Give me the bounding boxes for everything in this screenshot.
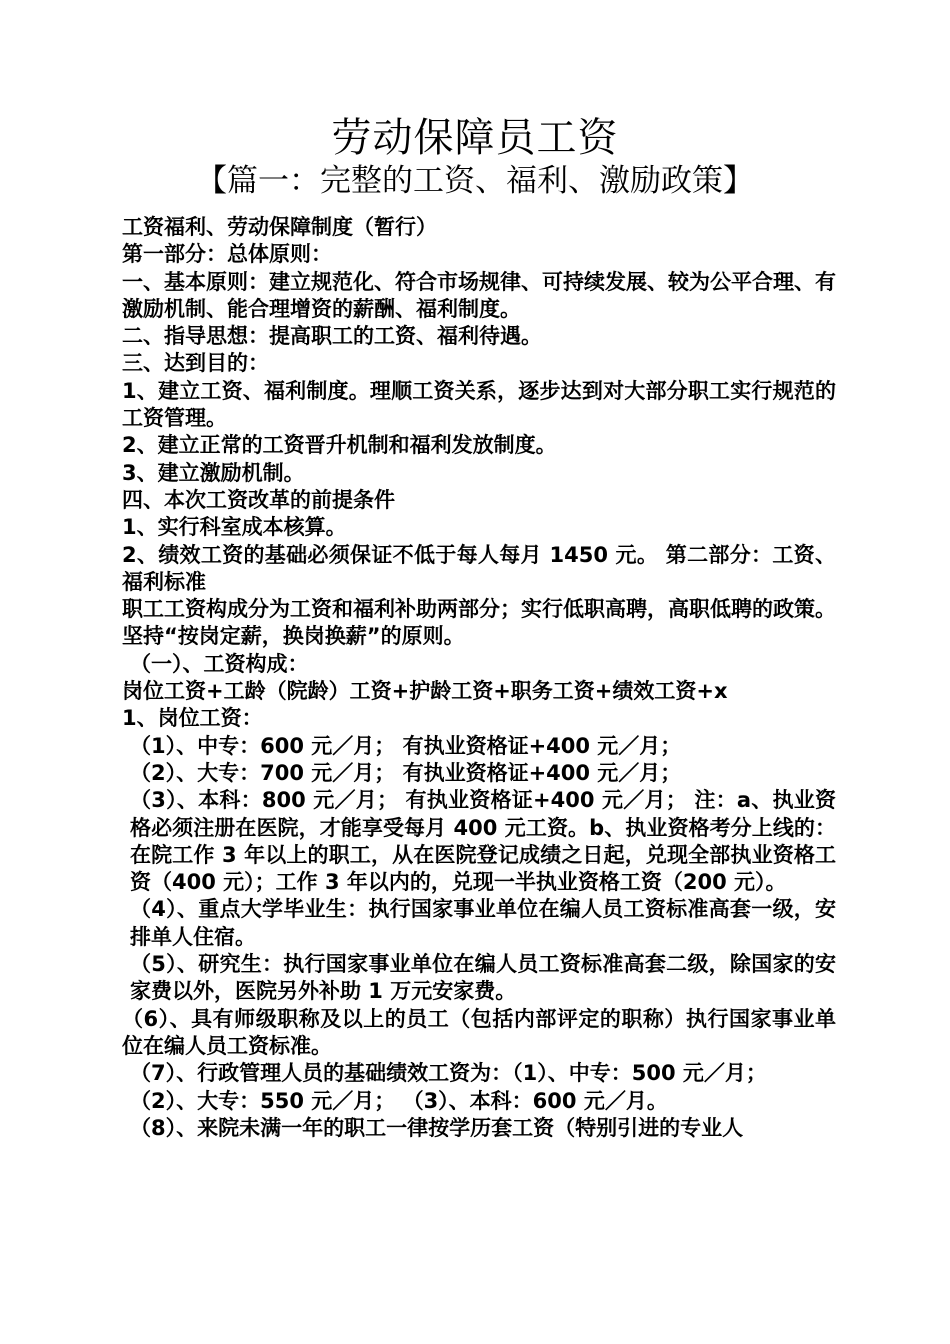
paragraph-19: （4）、重点大学毕业生：执行国家事业单位在编人员工资标准高套一级，安排单人住宿。	[130, 897, 836, 949]
paragraph-20: （5）、研究生：执行国家事业单位在编人员工资标准高套二级，除国家的安家费以外，医院另外补助 1 万元安家费。	[130, 952, 836, 1004]
paragraph-10: 1、实行科室成本核算。	[122, 515, 347, 540]
paragraph-7: 2、建立正常的工资晋升机制和福利发放制度。	[122, 433, 557, 458]
paragraph-9: 四、本次工资改革的前提条件	[122, 487, 395, 512]
paragraph-23: （2）、大专：550 元／月； （3）、本科：600 元／月。	[130, 1088, 668, 1113]
paragraph-15: 1、岗位工资：	[122, 706, 263, 731]
paragraph-18: （3）、本科：800 元／月； 有执业资格证+400 元／月； 注：a、执业资格必须注册在医院，才能享受每月 400 元工资。b、执业资格考分上线的：在院工作 3 年以上的职工，从在医院登记成绩之日起，兑现全部执业资格工资（400 元）；工作 3 年以内的，兑现一半执业资格工资（200 元）。	[130, 788, 836, 895]
paragraph-6: 1、建立工资、福利制度。理顺工资关系，逐步达到对大部分职工实行规范的工资管理。	[122, 378, 836, 431]
paragraph-2: 第一部分：总体原则：	[122, 242, 332, 267]
paragraph-12: 职工工资构成分为工资和福利补助两部分；实行低职高聘，高职低聘的政策。坚持“按岗定薪，换岗换薪”的原则。	[122, 597, 836, 649]
paragraph-13: （一）、工资构成：	[130, 651, 309, 676]
document-title: 劳动保障员工资	[331, 115, 619, 161]
paragraph-8: 3、建立激励机制。	[122, 460, 305, 485]
paragraph-1: 工资福利、劳动保障制度（暂行）	[122, 215, 437, 239]
paragraph-5: 三、达到目的：	[122, 351, 269, 376]
paragraph-22: （7）、行政管理人员的基础绩效工资为：（1）、中专：500 元／月；	[130, 1061, 767, 1086]
paragraph-3: 一、基本原则：建立规范化、符合市场规律、可持续发展、较为公平合理、有激励机制、能合理增资的薪酬、福利制度。	[122, 269, 836, 321]
paragraph-11: 2、绩效工资的基础必须保证不低于每人每月 1450 元。 第二部分：工资、福利标准	[122, 542, 836, 594]
paragraph-4: 二、指导思想：提高职工的工资、福利待遇。	[122, 324, 542, 349]
paragraph-17: （2）、大专：700 元／月； 有执业资格证+400 元／月；	[130, 760, 682, 785]
paragraph-14: 岗位工资+工龄（院龄）工资+护龄工资+职务工资+绩效工资+x	[122, 679, 728, 704]
paragraph-16: （1）、中专：600 元／月； 有执业资格证+400 元／月；	[130, 733, 682, 758]
paragraph-24: （8）、来院未满一年的职工一律按学历套工资（特别引进的专业人	[130, 1115, 744, 1140]
document-subtitle: 【篇一：完整的工资、福利、激励政策】	[196, 163, 754, 199]
document-body	[116, 214, 836, 1142]
paragraph-21: （6）、具有师级职称及以上的员工（包括内部评定的职称）执行国家事业单位在编人员工资标准。	[122, 1006, 836, 1058]
